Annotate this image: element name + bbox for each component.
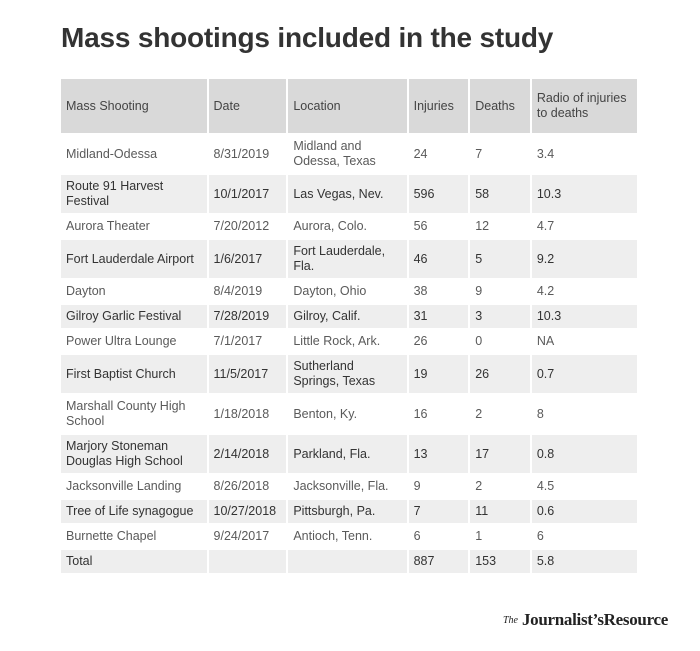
table-row [61,395,637,435]
cell-ratio: 4.7 [532,215,637,240]
cell-date: 2/14/2018 [209,435,287,475]
cell-ratio: 6 [532,525,637,550]
table-row [61,435,637,475]
cell-ratio: 10.3 [532,175,637,215]
cell-date: 8/4/2019 [209,280,287,305]
cell-ratio: 3.4 [532,135,637,175]
cell-ratio: 0.7 [532,355,637,395]
table-row [61,330,637,355]
cell-name: Burnette Chapel [61,525,207,550]
total-label: Total [61,550,207,575]
cell-location: Gilroy, Calif. [288,305,406,330]
cell-name: Jacksonville Landing [61,475,207,500]
mass-shootings-table [59,79,639,575]
cell-location: Little Rock, Ark. [288,330,406,355]
total-date [209,550,287,575]
cell-deaths: 5 [470,240,530,280]
cell-name: Midland-Odessa [61,135,207,175]
header-date: Date [209,79,287,135]
cell-injuries: 13 [409,435,469,475]
cell-injuries: 31 [409,305,469,330]
cell-location: Dayton, Ohio [288,280,406,305]
cell-location: Jacksonville, Fla. [288,475,406,500]
table-row [61,215,637,240]
table-row [61,280,637,305]
cell-name: Power Ultra Lounge [61,330,207,355]
cell-ratio: 9.2 [532,240,637,280]
cell-ratio: NA [532,330,637,355]
cell-ratio: 10.3 [532,305,637,330]
cell-date: 10/27/2018 [209,500,287,525]
table-row [61,355,637,395]
cell-name: Fort Lauderdale Airport [61,240,207,280]
table-row [61,135,637,175]
cell-ratio: 0.8 [532,435,637,475]
cell-date: 9/24/2017 [209,525,287,550]
header-ratio: Radio of injuries to deaths [532,79,637,135]
cell-location: Fort Lauderdale, Fla. [288,240,406,280]
cell-injuries: 9 [409,475,469,500]
cell-location: Antioch, Tenn. [288,525,406,550]
cell-location: Las Vegas, Nev. [288,175,406,215]
cell-injuries: 16 [409,395,469,435]
cell-date: 8/31/2019 [209,135,287,175]
total-row [61,550,637,575]
logo-the-text: The [502,615,518,626]
table-row [61,500,637,525]
cell-deaths: 12 [470,215,530,240]
cell-injuries: 24 [409,135,469,175]
cell-deaths: 2 [470,475,530,500]
cell-injuries: 7 [409,500,469,525]
cell-deaths: 58 [470,175,530,215]
cell-location: Sutherland Springs, Texas [288,355,406,395]
table-row [61,240,637,280]
total-deaths: 153 [470,550,530,575]
table-row [61,475,637,500]
cell-injuries: 26 [409,330,469,355]
cell-ratio: 8 [532,395,637,435]
cell-deaths: 2 [470,395,530,435]
cell-name: Tree of Life synagogue [61,500,207,525]
header-location: Location [288,79,406,135]
cell-location: Pittsburgh, Pa. [288,500,406,525]
header-mass-shooting: Mass Shooting [61,79,207,135]
cell-deaths: 3 [470,305,530,330]
cell-deaths: 11 [470,500,530,525]
cell-location: Parkland, Fla. [288,435,406,475]
total-injuries: 887 [409,550,469,575]
cell-injuries: 46 [409,240,469,280]
table-row [61,305,637,330]
journalists-resource-logo [503,610,668,630]
cell-name: Marshall County High School [61,395,207,435]
cell-date: 7/28/2019 [209,305,287,330]
cell-location: Benton, Ky. [288,395,406,435]
cell-location: Aurora, Colo. [288,215,406,240]
cell-injuries: 19 [409,355,469,395]
cell-ratio: 0.6 [532,500,637,525]
cell-deaths: 1 [470,525,530,550]
cell-location: Midland and Odessa, Texas [288,135,406,175]
cell-date: 10/1/2017 [209,175,287,215]
header-injuries: Injuries [409,79,469,135]
cell-name: Gilroy Garlic Festival [61,305,207,330]
cell-ratio: 4.5 [532,475,637,500]
cell-date: 8/26/2018 [209,475,287,500]
table-row [61,525,637,550]
cell-injuries: 56 [409,215,469,240]
cell-deaths: 9 [470,280,530,305]
cell-deaths: 26 [470,355,530,395]
cell-date: 11/5/2017 [209,355,287,395]
table-row [61,175,637,215]
cell-name: Marjory Stoneman Douglas High School [61,435,207,475]
cell-date: 1/6/2017 [209,240,287,280]
cell-injuries: 6 [409,525,469,550]
cell-date: 7/20/2012 [209,215,287,240]
logo-name-text: Journalist’sResource [521,610,668,629]
cell-deaths: 7 [470,135,530,175]
page-title: Mass shootings included in the study [61,22,554,53]
cell-name: First Baptist Church [61,355,207,395]
header-deaths: Deaths [470,79,530,135]
cell-injuries: 38 [409,280,469,305]
total-location [288,550,406,575]
cell-deaths: 0 [470,330,530,355]
cell-date: 1/18/2018 [209,395,287,435]
cell-deaths: 17 [470,435,530,475]
total-ratio: 5.8 [532,550,637,575]
cell-name: Dayton [61,280,207,305]
cell-injuries: 596 [409,175,469,215]
cell-name: Aurora Theater [61,215,207,240]
cell-date: 7/1/2017 [209,330,287,355]
cell-ratio: 4.2 [532,280,637,305]
cell-name: Route 91 Harvest Festival [61,175,207,215]
table-header-row [61,79,637,135]
